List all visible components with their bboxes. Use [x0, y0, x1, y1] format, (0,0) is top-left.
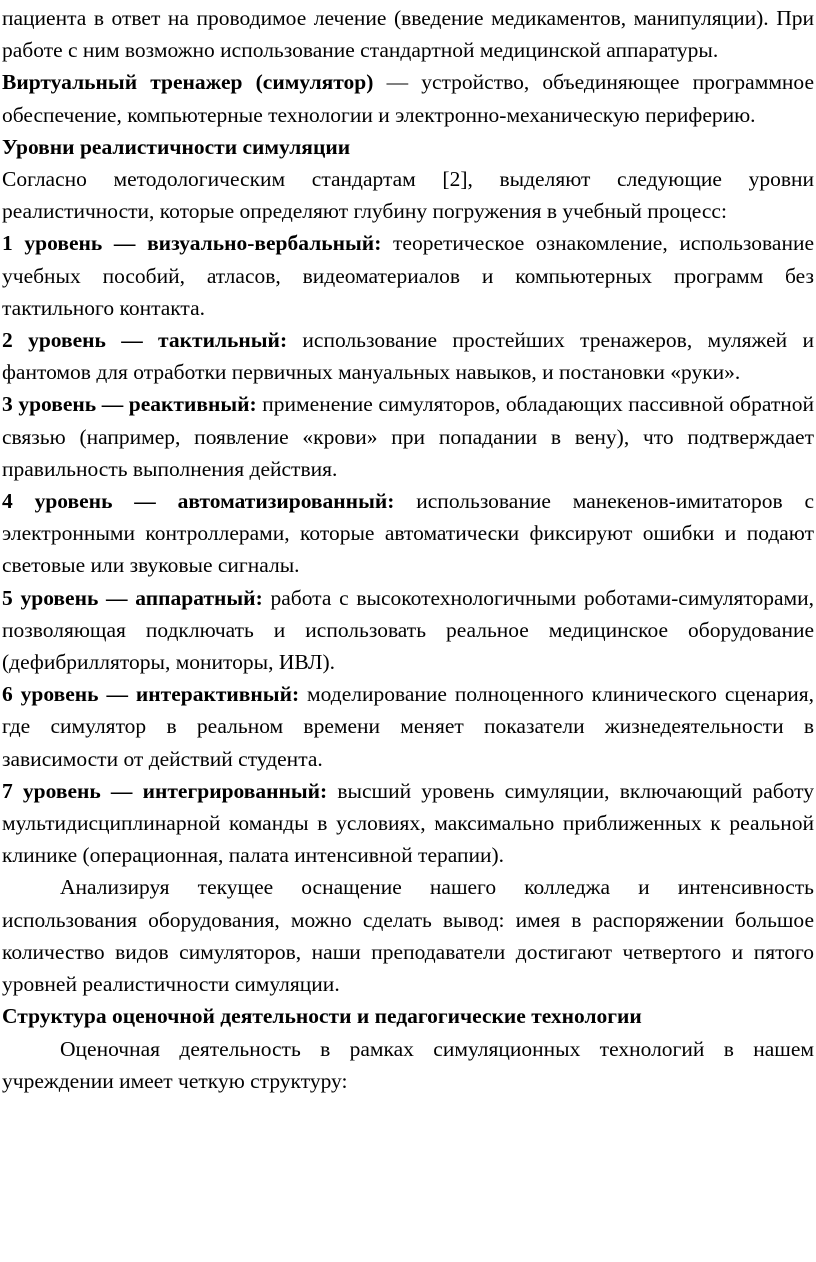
level-label: 3 уровень — реактивный: [2, 392, 257, 417]
paragraph-analysis [2, 871, 814, 1000]
paragraph-text: теоретическое ознакомление, использование учебных пособий, атласов, видеоматериалов и компьютерных программ без тактильного контакта. [2, 231, 815, 320]
term-bold: Виртуальный тренажер (симулятор) [2, 70, 374, 95]
level-label: 6 уровень — интерактивный: [2, 682, 300, 707]
paragraph-text: моделирование полноценного клинического сценария, где симулятор в реальном времени меняет показатели жизнедеятельности в зависимости от действий студента. [2, 682, 814, 771]
paragraph-level-1 [2, 227, 814, 324]
section-heading-levels: Уровни реалистичности симуляции [2, 134, 351, 159]
paragraph-text: Оценочная деятельность в рамках симуляционных технологий в нашем учреждении имеет четкую структуру: [2, 1036, 814, 1093]
paragraph-text: высший уровень симуляции, включающий работу мультидисциплинарной команды в условиях, максимально приближенных к реальной клинике (операционная, палата интенсивной терапии). [2, 778, 815, 868]
paragraph-levels-intro [2, 163, 814, 227]
paragraph-text: Анализируя текущее оснащение нашего колледжа и интенсивность использования оборудования, можно сделать вывод: имея в распоряжении большое количество видов симуляторов, наши преподаватели достигают четвертого и пятого уровней реалистичности симуляции. [2, 875, 814, 997]
paragraph-text: использование простейших тренажеров, муляжей и фантомов для отработки первичных мануальных навыков, и постановки «руки». [2, 328, 814, 385]
paragraph-level-3 [2, 388, 814, 485]
level-label: 7 уровень — интегрированный: [2, 778, 328, 803]
paragraph-text: применение симуляторов, обладающих пассивной обратной связью (например, появление «крови» при попадании в вену), что подтверждает правильность выполнения действия. [2, 392, 814, 481]
level-label: 5 уровень — аппаратный: [2, 585, 263, 610]
level-label: 1 уровень — визуально-вербальный: [2, 231, 382, 256]
section-heading-structure: Структура оценочной деятельности и педагогические технологии [2, 1004, 642, 1029]
level-label: 2 уровень — тактильный: [2, 328, 288, 353]
paragraph-level-4 [2, 485, 814, 582]
paragraph-level-7 [2, 775, 814, 872]
paragraph-level-6 [2, 678, 814, 775]
level-label: 4 уровень — автоматизированный: [2, 489, 395, 514]
paragraph-virtual-trainer [2, 66, 814, 130]
paragraph-text: пациента в ответ на проводимое лечение (введение медикаментов, манипуляции). При работе с ним возможно использование стандартной медицинской аппаратуры. [2, 6, 814, 63]
paragraph-text: использование манекенов-имитаторов с электронными контроллерами, которые автоматически фиксируют ошибки и подают световые или звуковые сигналы. [2, 489, 814, 578]
paragraph-text: — устройство, объединяющее программное обеспечение, компьютерные технологии и электронно-механическую периферию. [2, 70, 814, 127]
paragraph-level-2 [2, 324, 814, 388]
paragraph-level-5 [2, 582, 814, 679]
paragraph-structure-intro [2, 1033, 814, 1097]
paragraph-intro-tail [2, 2, 814, 66]
paragraph-text: Согласно методологическим стандартам [2], выделяют следующие уровни реалистичности, которые определяют глубину погружения в учебный процесс: [2, 167, 814, 224]
paragraph-text: работа с высокотехнологичными роботами-симуляторами, позволяющая подключать и использовать реальное медицинское оборудование (дефибрилляторы, мониторы, ИВЛ). [2, 585, 814, 675]
